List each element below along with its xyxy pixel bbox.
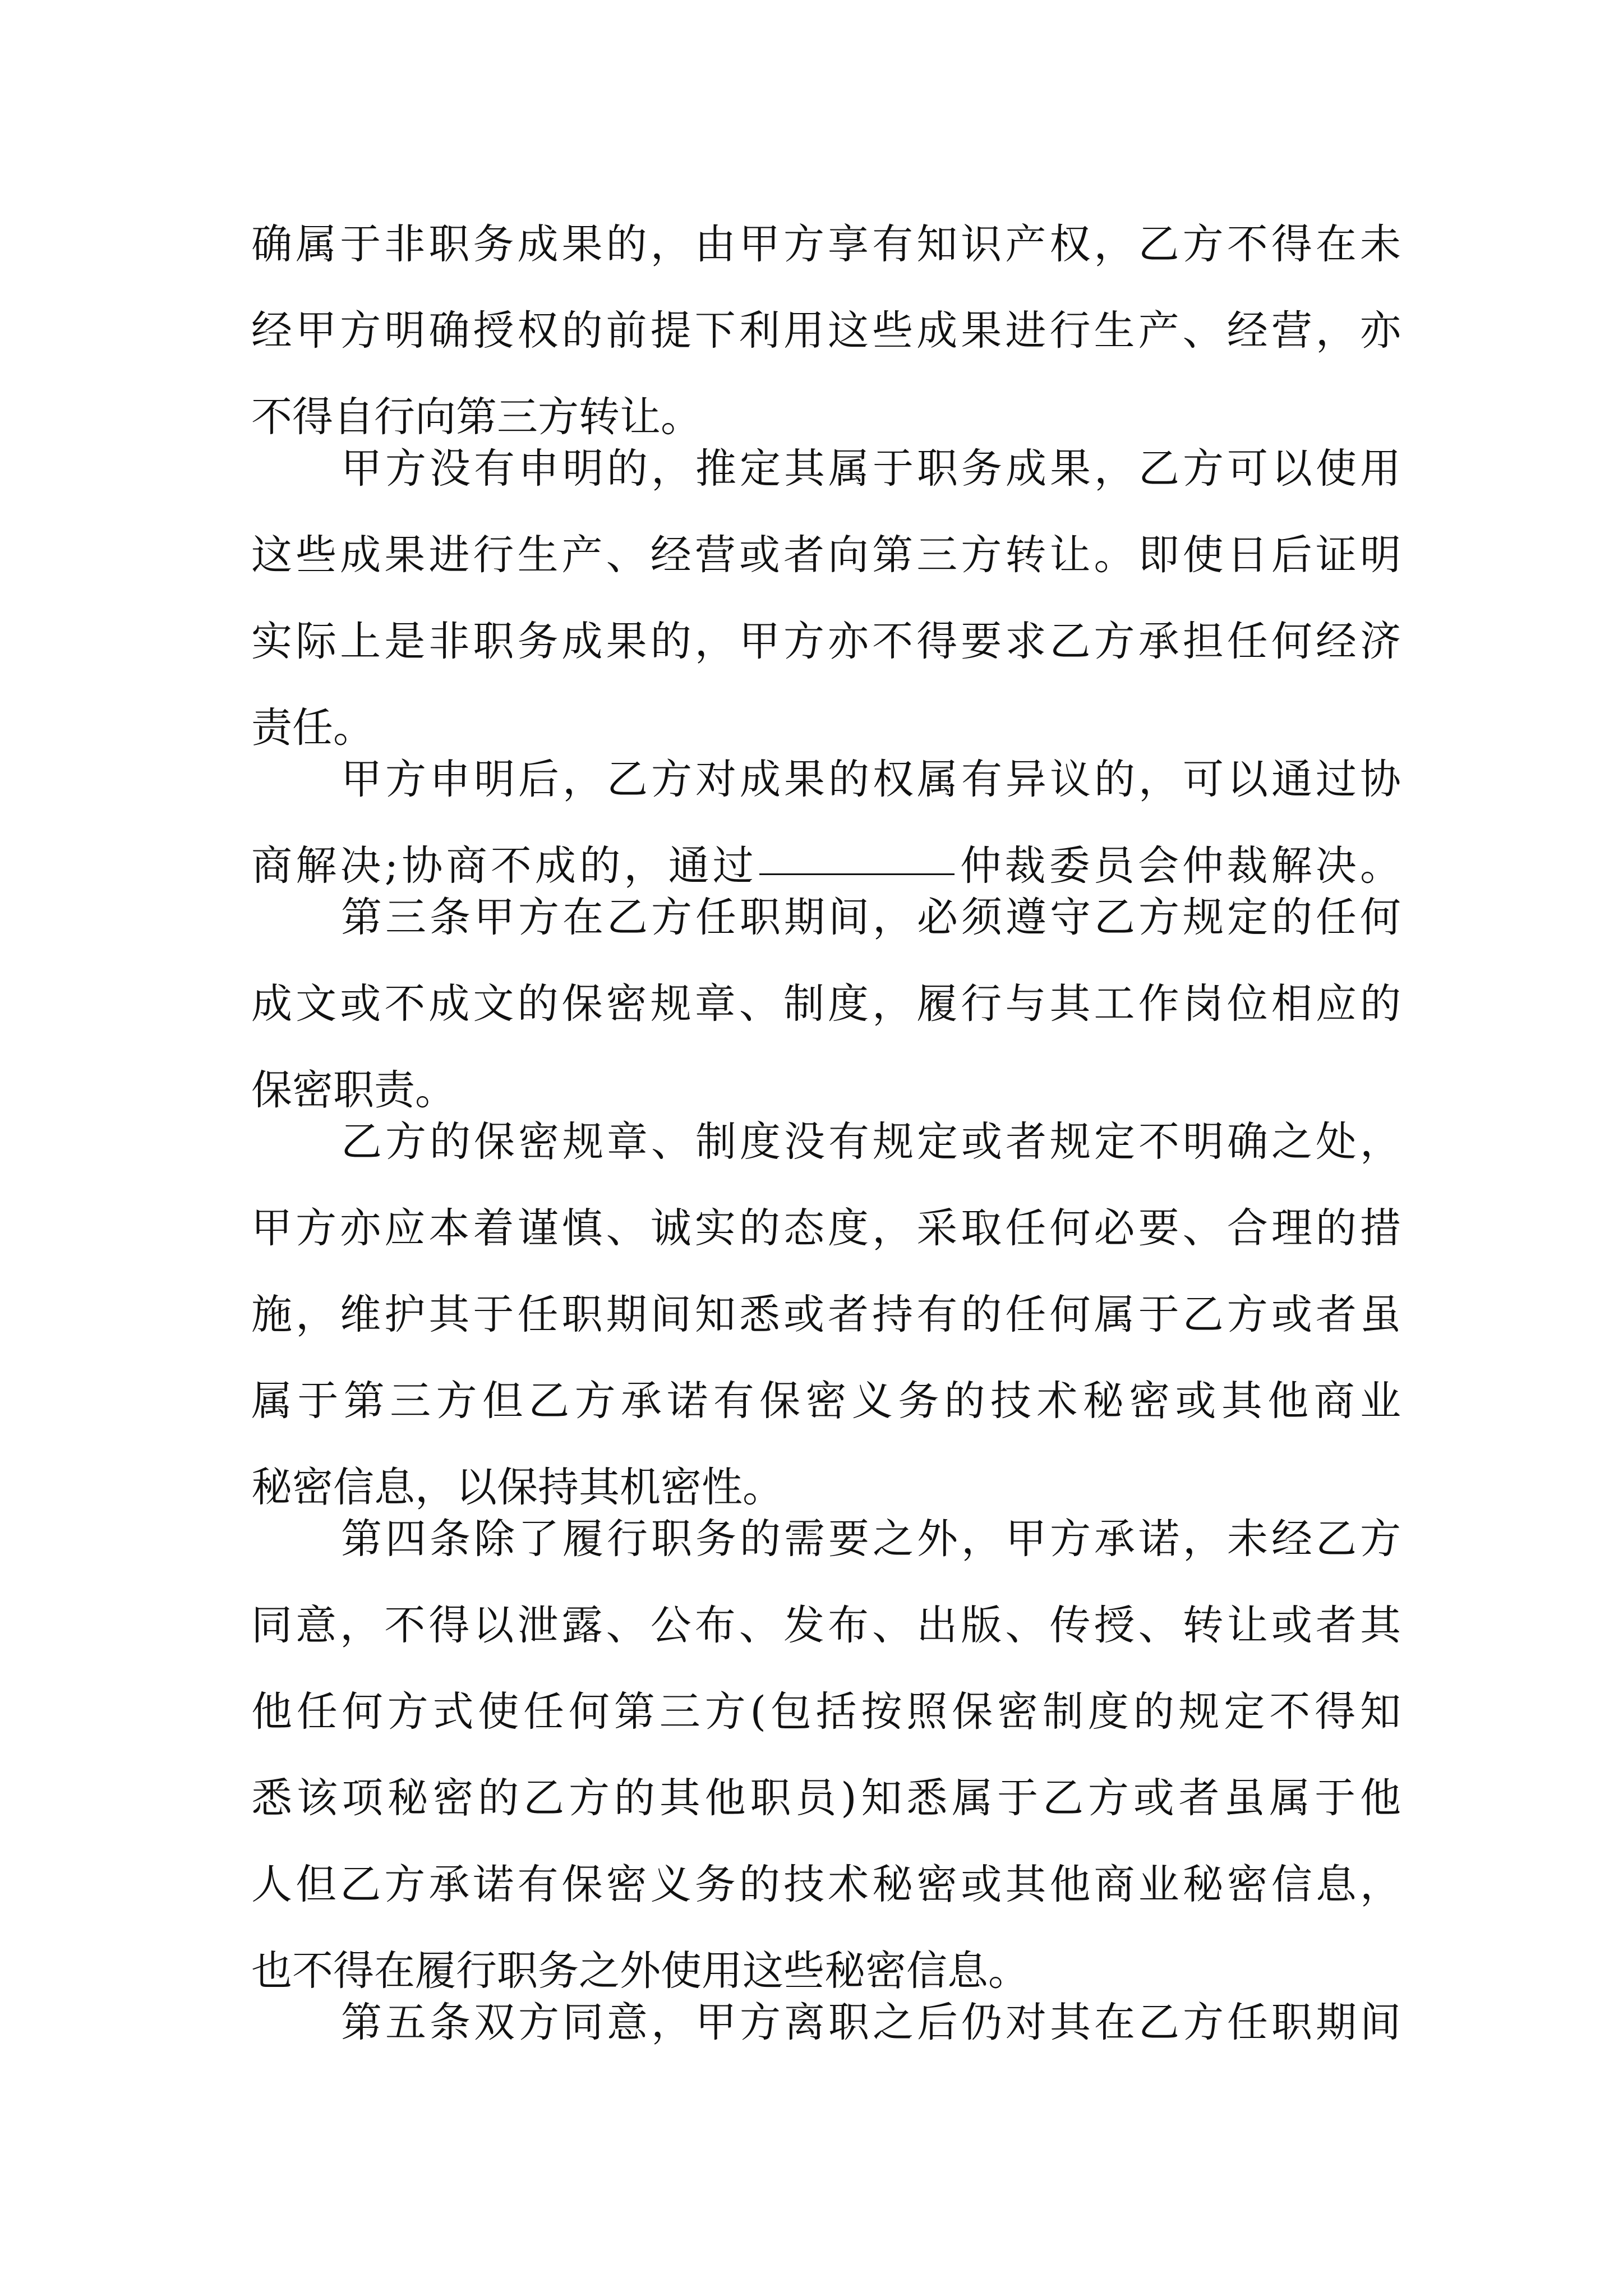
text-line: 不得自行向第三方转让。 bbox=[251, 393, 702, 441]
text-line: 施，维护其于任职期间知悉或者持有的任何属于乙方或者虽 bbox=[251, 1291, 1401, 1338]
text-segment: 商解决;协商不成的，通过 bbox=[251, 842, 757, 890]
text-line: 第四条除了履行职务的需要之外，甲方承诺，未经乙方 bbox=[341, 1515, 1401, 1563]
text-line: 乙方的保密规章、制度没有规定或者规定不明确之处， bbox=[341, 1118, 1401, 1166]
text-line: 成文或不成文的保密规章、制度，履行与其工作岗位相应的 bbox=[251, 980, 1401, 1028]
text-line: 秘密信息，以保持其机密性。 bbox=[251, 1464, 783, 1511]
text-line: 实际上是非职务成果的，甲方亦不得要求乙方承担任何经济 bbox=[251, 618, 1401, 665]
text-line: 确属于非职务成果的，由甲方享有知识产权，乙方不得在未 bbox=[251, 220, 1401, 268]
fill-in-blank[interactable] bbox=[759, 871, 955, 875]
text-line: 甲方亦应本着谨慎、诚实的态度，采取任何必要、合理的措 bbox=[251, 1204, 1401, 1252]
text-line: 甲方没有申明的，推定其属于职务成果，乙方可以使用 bbox=[341, 445, 1401, 493]
text-line: 他任何方式使任何第三方(包括按照保密制度的规定不得知 bbox=[251, 1688, 1401, 1736]
text-line: 第五条双方同意，甲方离职之后仍对其在乙方任职期间 bbox=[341, 1999, 1401, 2046]
text-line: 同意，不得以泄露、公布、发布、出版、传授、转让或者其 bbox=[251, 1602, 1401, 1649]
text-line: 甲方申明后，乙方对成果的权属有异议的，可以通过协 bbox=[341, 756, 1401, 803]
text-line: 也不得在履行职务之外使用这些秘密信息。 bbox=[251, 1947, 1029, 1995]
text-line: 第三条甲方在乙方任职期间，必须遵守乙方规定的任何 bbox=[341, 894, 1401, 941]
text-line: 经甲方明确授权的前提下利用这些成果进行生产、经营，亦 bbox=[251, 307, 1401, 355]
text-line: 这些成果进行生产、经营或者向第三方转让。即使日后证明 bbox=[251, 531, 1401, 579]
text-line: 属于第三方但乙方承诺有保密义务的技术秘密或其他商业 bbox=[251, 1377, 1401, 1425]
text-line: 悉该项秘密的乙方的其他职员)知悉属于乙方或者虽属于他 bbox=[251, 1774, 1401, 1822]
text-line: 责任。 bbox=[251, 704, 374, 752]
text-line: 人但乙方承诺有保密义务的技术秘密或其他商业秘密信息， bbox=[251, 1861, 1401, 1908]
text-segment: 仲裁委员会仲裁解决。 bbox=[957, 842, 1401, 890]
text-line: 保密职责。 bbox=[251, 1066, 456, 1114]
